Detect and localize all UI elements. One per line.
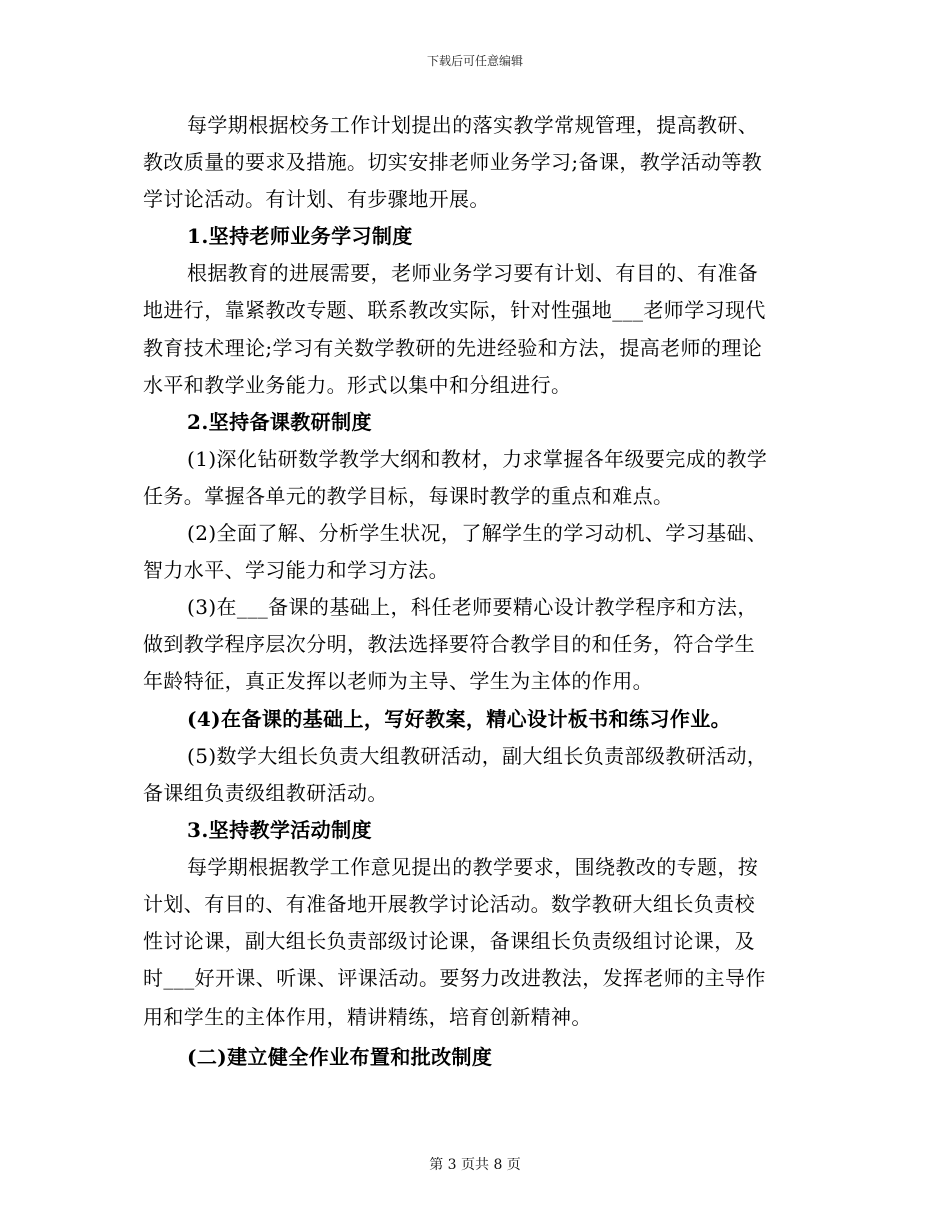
page-header: 下载后可任意编辑 (426, 54, 523, 68)
paragraph-line: 根据教育的进展需要，老师业务学习要有计划、有目的、有准备 (187, 261, 759, 286)
section-heading: 1.坚持老师业务学习制度 (187, 224, 413, 249)
paragraph-line: 教改质量的要求及措施。切实安排老师业务学习;备课，教学活动等教 (143, 150, 763, 175)
paragraph-line: (1)深化钻研数学教学大纲和教材，力求掌握各年级要完成的教学 (187, 446, 768, 471)
paragraph-line: 用和学生的主体作用，精讲精练，培育创新精神。 (143, 1005, 592, 1030)
section-heading: (二)建立健全作业布置和批改制度 (187, 1044, 493, 1069)
paragraph-line: 做到教学程序层次分明，教法选择要符合教学目的和任务，符合学生 (143, 632, 755, 657)
paragraph-line: (2)全面了解、分析学生状况，了解学生的学习动机、学习基础、 (187, 521, 768, 546)
paragraph-line: 任务。掌握各单元的教学目标，每课时教学的重点和难点。 (143, 483, 674, 508)
paragraph-line: 每学期根据教学工作意见提出的教学要求，围绕教改的专题，按 (187, 854, 759, 879)
emphasis-line: (4)在备课的基础上，写好教案，精心设计板书和练习作业。 (187, 706, 732, 731)
paragraph-line: (5)数学大组长负责大组教研活动，副大组长负责部级教研活动， (187, 743, 768, 768)
paragraph-line: 性讨论课，副大组长负责部级讨论课，备课组长负责级组讨论课，及 (143, 929, 755, 954)
paragraph-line: 时___好开课、听课、评课活动。要努力改进教法，发挥老师的主导作 (143, 966, 766, 991)
paragraph-line: 学讨论活动。有计划、有步骤地开展。 (143, 187, 490, 212)
section-heading: 3.坚持教学活动制度 (187, 817, 372, 842)
page-footer: 第 3 页共 8 页 (429, 1157, 521, 1173)
section-heading: 2.坚持备课教研制度 (187, 409, 372, 434)
paragraph-line: (3)在___备课的基础上，科任老师要精心设计教学程序和方法， (187, 595, 758, 620)
paragraph-line: 计划、有目的、有准备地开展教学讨论活动。数学教研大组长负责校 (143, 891, 755, 916)
paragraph-line: 地进行，靠紧教改专题、联系教改实际，针对性强地___老师学习现代 (143, 298, 766, 323)
paragraph-line: 每学期根据校务工作计划提出的落实教学常规管理，提高教研、 (187, 113, 759, 137)
paragraph-line: 年龄特征，真正发挥以老师为主导、学生为主体的作用。 (143, 669, 653, 694)
paragraph-line: 水平和教学业务能力。形式以集中和分组进行。 (143, 372, 572, 397)
paragraph-line: 教育技术理论;学习有关数学教研的先进经验和方法，提高老师的理论 (143, 335, 763, 360)
document-body (143, 107, 807, 1076)
paragraph-line: 备课组负责级组教研活动。 (143, 780, 388, 805)
paragraph-line: 智力水平、学习能力和学习方法。 (143, 558, 449, 583)
